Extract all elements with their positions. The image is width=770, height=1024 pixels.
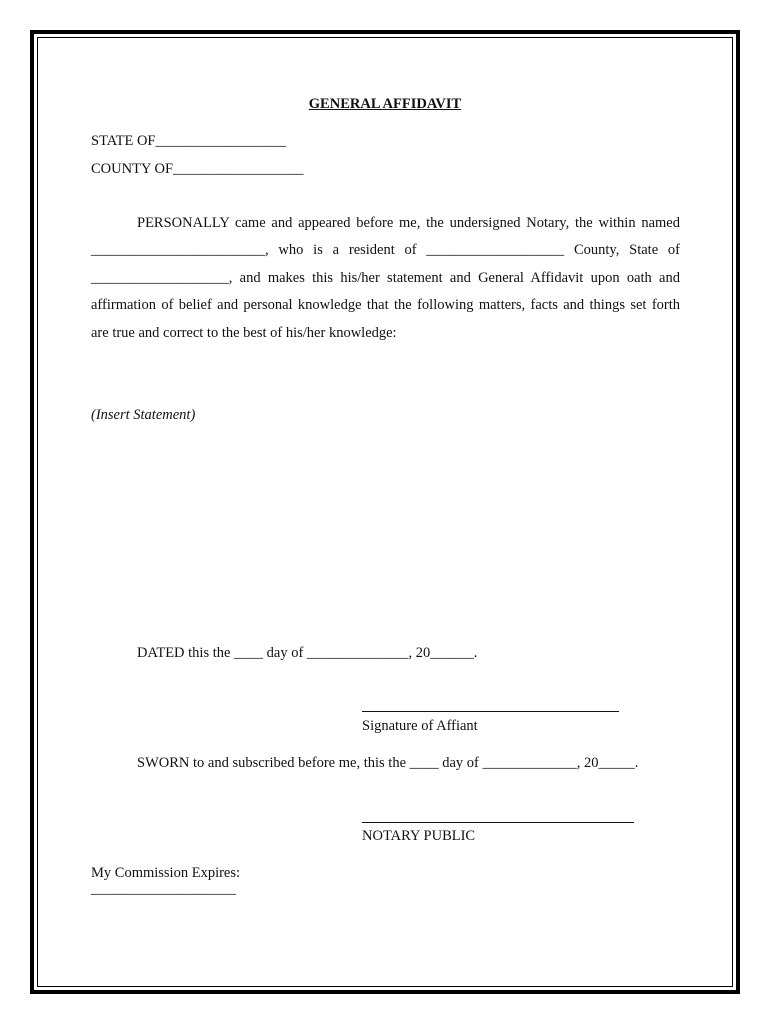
- signature-label: Signature of Affiant: [362, 718, 478, 734]
- body-line-1: PERSONALLY came and appeared before me, the undersigned Notary, the within named: [137, 215, 680, 231]
- notary-signature-line: [362, 822, 634, 823]
- commission-label: My Commission Expires:: [91, 865, 241, 881]
- notary-label: NOTARY PUBLIC: [362, 828, 476, 844]
- document-title: GENERAL AFFIDAVIT: [308, 96, 462, 112]
- affiant-signature-line: [362, 711, 619, 712]
- body-line-4: affirmation of belief and personal knowledge that the following matters, facts and things set forth: [91, 297, 680, 313]
- body-line-5: are true and correct to the best of his/her knowledge:: [91, 325, 397, 341]
- state-line: STATE OF__________________: [91, 133, 286, 149]
- dated-line: DATED this the ____ day of ______________, 20______.: [137, 645, 478, 661]
- commission-blank: ____________________: [91, 881, 236, 897]
- insert-statement: (Insert Statement): [91, 407, 196, 423]
- county-line: COUNTY OF__________________: [91, 161, 304, 177]
- body-line-2: ________________________, who is a resident of ___________________ County, State of: [91, 242, 680, 258]
- sworn-line: SWORN to and subscribed before me, this the ____ day of _____________, 20_____.: [137, 755, 639, 771]
- body-line-3: ___________________, and makes this his/her statement and General Affidavit upon oath and: [91, 270, 680, 286]
